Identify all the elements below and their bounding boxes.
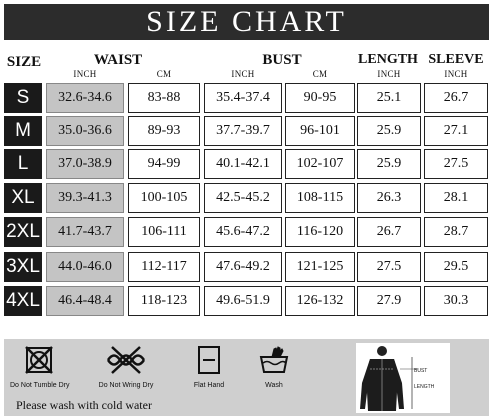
length-cell: 25.9 bbox=[357, 149, 421, 179]
bust-cm-cell: 102-107 bbox=[285, 149, 355, 179]
title-banner bbox=[4, 4, 489, 40]
bust-inch-cell: 35.4-37.4 bbox=[204, 83, 282, 113]
sleeve-cell: 26.7 bbox=[424, 83, 488, 113]
bust-cm-cell: 121-125 bbox=[285, 252, 355, 282]
waist-inch-cell: 32.6-34.6 bbox=[46, 83, 124, 113]
length-cell: 25.9 bbox=[357, 116, 421, 146]
care-item-hand-wash bbox=[252, 345, 296, 389]
wash-note: Please wash with cold water bbox=[16, 398, 152, 412]
care-label: Do Not Tumble Dry bbox=[10, 382, 70, 389]
waist-cm-cell: 83-88 bbox=[128, 83, 200, 113]
size-label: M bbox=[4, 116, 42, 146]
sleeve-cell: 29.5 bbox=[424, 252, 488, 282]
waist-inch-cell: 41.7-43.7 bbox=[46, 217, 124, 247]
care-instructions-panel bbox=[4, 339, 489, 416]
waist-cm-subheader: CM bbox=[156, 69, 172, 79]
bust-cm-cell: 116-120 bbox=[285, 217, 355, 247]
sleeve-cell: 28.1 bbox=[424, 183, 488, 213]
bust-inch-cell: 37.7-39.7 bbox=[204, 116, 282, 146]
length-cell: 25.1 bbox=[357, 83, 421, 113]
bust-inch-cell: 40.1-42.1 bbox=[204, 149, 282, 179]
model-length-label: LENGTH bbox=[414, 384, 435, 390]
waist-cm-cell: 89-93 bbox=[128, 116, 200, 146]
care-label: Wash bbox=[265, 382, 283, 389]
waist-cm-cell: 94-99 bbox=[128, 149, 200, 179]
waist-inch-cell: 35.0-36.6 bbox=[46, 116, 124, 146]
length-cell: 26.3 bbox=[357, 183, 421, 213]
hand-wash-icon bbox=[258, 345, 290, 375]
sleeve-cell: 27.5 bbox=[424, 149, 488, 179]
bust-inch-cell: 47.6-49.2 bbox=[204, 252, 282, 282]
size-label: S bbox=[4, 83, 42, 113]
waist-cm-cell: 100-105 bbox=[128, 183, 200, 213]
bust-inch-cell: 49.6-51.9 bbox=[204, 286, 282, 316]
waist-cm-cell: 112-117 bbox=[128, 252, 200, 282]
size-label: XL bbox=[4, 183, 42, 213]
waist-inch-subheader: INCH bbox=[73, 69, 97, 79]
model-bust-label: BUST bbox=[414, 368, 428, 374]
waist-inch-cell: 39.3-41.3 bbox=[46, 183, 124, 213]
size-label: 4XL bbox=[4, 286, 42, 316]
care-label: Flat Hand bbox=[193, 382, 225, 389]
model-measurement-image bbox=[356, 343, 450, 413]
bust-cm-cell: 126-132 bbox=[285, 286, 355, 316]
care-item-flat-dry bbox=[184, 345, 234, 389]
no-wring-icon bbox=[104, 345, 148, 375]
model-shirt-icon bbox=[356, 343, 450, 413]
waist-inch-cell: 46.4-48.4 bbox=[46, 286, 124, 316]
length-cell: 26.7 bbox=[357, 217, 421, 247]
size-label: 3XL bbox=[4, 252, 42, 282]
bust-cm-cell: 96-101 bbox=[285, 116, 355, 146]
waist-cm-cell: 106-111 bbox=[128, 217, 200, 247]
care-label: Do Not Wring Dry bbox=[98, 382, 154, 389]
sleeve-inch-subheader: INCH bbox=[444, 69, 468, 79]
bust-cm-cell: 108-115 bbox=[285, 183, 355, 213]
waist-inch-cell: 44.0-46.0 bbox=[46, 252, 124, 282]
length-cell: 27.9 bbox=[357, 286, 421, 316]
care-item-no-wring bbox=[86, 345, 166, 389]
bust-cm-subheader: CM bbox=[312, 69, 328, 79]
waist-header: WAIST bbox=[93, 52, 143, 68]
bust-inch-cell: 42.5-45.2 bbox=[204, 183, 282, 213]
length-inch-subheader: INCH bbox=[377, 69, 401, 79]
size-header: SIZE bbox=[6, 54, 42, 70]
flat-dry-icon bbox=[197, 345, 221, 375]
sleeve-cell: 30.3 bbox=[424, 286, 488, 316]
care-item-no-tumble-dry bbox=[10, 345, 68, 389]
bust-inch-subheader: INCH bbox=[231, 69, 255, 79]
bust-inch-cell: 45.6-47.2 bbox=[204, 217, 282, 247]
page-title: SIZE CHART bbox=[146, 5, 347, 38]
sleeve-header: SLEEVE bbox=[428, 52, 484, 67]
sleeve-cell: 28.7 bbox=[424, 217, 488, 247]
sleeve-cell: 27.1 bbox=[424, 116, 488, 146]
waist-cm-cell: 118-123 bbox=[128, 286, 200, 316]
length-cell: 27.5 bbox=[357, 252, 421, 282]
size-label: 2XL bbox=[4, 217, 42, 247]
no-tumble-dry-icon bbox=[24, 345, 54, 375]
size-label: L bbox=[4, 149, 42, 179]
waist-inch-cell: 37.0-38.9 bbox=[46, 149, 124, 179]
length-header: LENGTH bbox=[358, 52, 418, 67]
bust-header: BUST bbox=[262, 52, 302, 68]
bust-cm-cell: 90-95 bbox=[285, 83, 355, 113]
